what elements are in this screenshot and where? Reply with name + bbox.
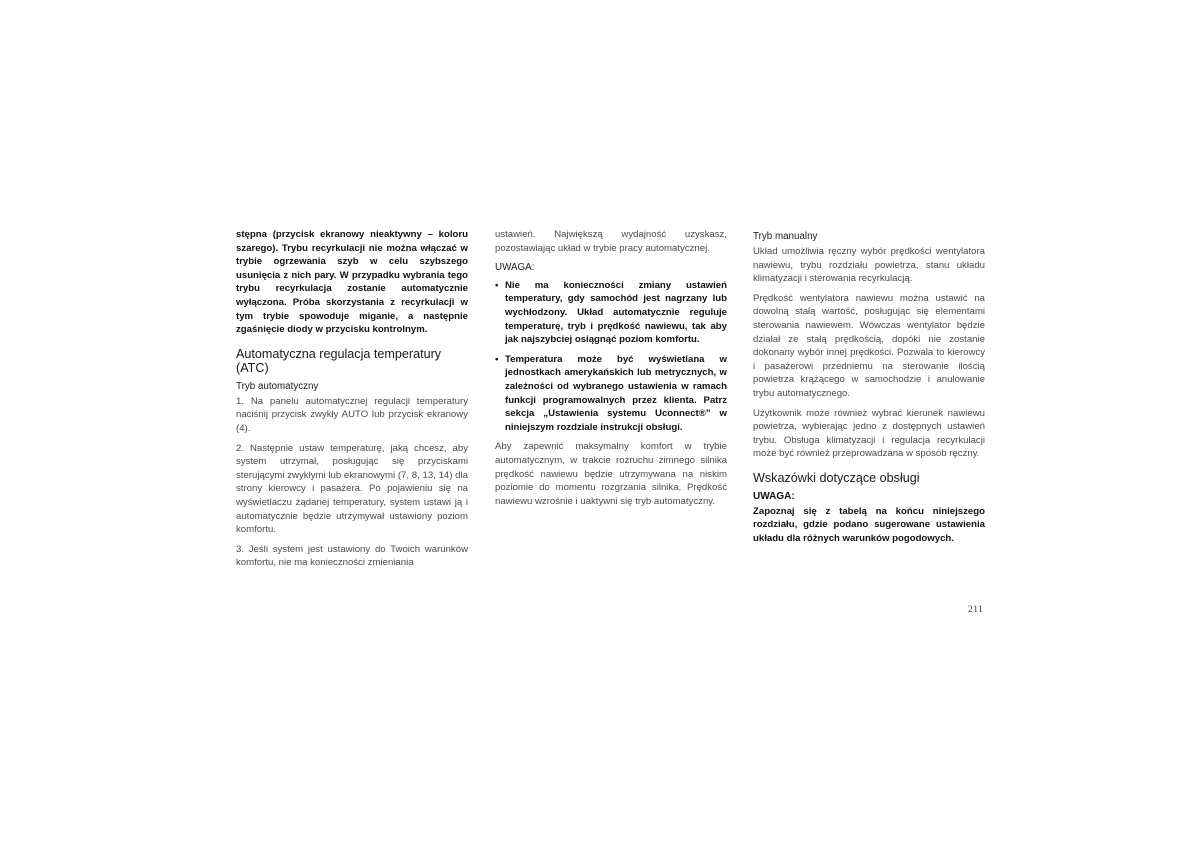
tips-warning-text: Zapoznaj się z tabelą na końcu niniejszego rozdziału, gdzie podano sugerowane ustawienia układu dla różnych warunków pogodowych. (753, 505, 985, 544)
subsection-title-manual: Tryb manualny (753, 231, 818, 242)
bullet-icon: • (495, 353, 499, 365)
manual-paragraph-1: Układ umożliwia ręczny wybór prędkości wentylatora nawiewu, trybu rozdziału powietrza, stanu układu klimatyzacji i sterowania recyrkulacją. (753, 246, 985, 285)
manual-paragraph-3: Użytkownik może również wybrać kierunek nawiewu powietrza, wybierając jedno z dostępnych ustawień trybu. Obsługa klimatyzacji i regulacja recyrkulacji może być również przeprowadzana w sposób ręczny. (753, 407, 985, 460)
page-number: 211 (968, 605, 984, 615)
section-title-tips: Wskazówki dotyczące obsługi (753, 470, 920, 485)
manual-paragraph-2: Prędkość wentylatora nawiewu można ustawić na dowolną stałą wartość, posługując się elementami sterowania nawiewem. Wówczas wentylator będzie działał ze stałą prędkością, dopóki nie zostanie dokonany wybór innej prędkości. Pozwala to kierowcy i pasażerowi przedniemu na sterowanie ilością powietrza krążącego w samochodzie i anulowanie trybu automatycznego. (753, 292, 985, 399)
warning-label-tips: UWAGA: (753, 490, 795, 502)
warning-list (495, 279, 727, 435)
auto-step-1: 1. Na panelu automatycznej regulacji temperatury naciśnij przycisk zwykły AUTO lub przycisk ekranowy (4). (236, 395, 468, 434)
column-middle (495, 228, 727, 514)
column-left (236, 228, 468, 576)
auto-step-3: 3. Jeśli system jest ustawiony do Twoich warunków komfortu, nie ma konieczności zmieniania (236, 543, 468, 569)
continuation-paragraph: ustawień. Największą wydajność uzyskasz, pozostawiając układ w trybie pracy automatycznej. (495, 229, 727, 254)
list-item (495, 353, 727, 435)
column-right (753, 228, 985, 551)
list-item (495, 279, 727, 347)
list-item-text: Nie ma konieczności zmiany ustawień temperatury, gdy samochód jest nagrzany lub wychłodzony. Układ automatycznie reguluje temperaturę, tryb i prędkość nawiewu, tak aby jak najszybciej osiągnąć poziom komfortu. (505, 279, 727, 346)
bullet-icon: • (495, 279, 499, 291)
auto-step-2: 2. Następnie ustaw temperaturę, jaką chcesz, aby system utrzymał, posługując się przyciskami sterującymi zwykłymi lub ekranowymi (7, 8, 13, 14) dla strony kierowcy i pasażera. Po pojawieniu się na wyświetlaczu żądanej temperatury, system ustawi ją i automatycznie będzie utrzymywał ustawiony poziom komfortu. (236, 442, 468, 536)
cold-start-paragraph: Aby zapewnić maksymalny komfort w trybie automatycznym, w trakcie rozruchu zimnego silnika prędkość nawiewu będzie utrzymywana na niskim poziomie do momentu rozgrzania silnika. Prędkość nawiewu wzrośnie i uaktywni się tryb automatyczny. (495, 441, 727, 507)
recirculation-paragraph: stępna (przycisk ekranowy nieaktywny – koloru szarego). Trybu recyrkulacji nie można włączać w trybie ogrzewania szyb w celu szybszego usunięcia z nich pary. W przypadku wybrania tego trybu recyrkulacja zostanie automatycznie wyłączona. Próba skorzystania z recyrkulacji w tym trybie spowoduje miganie, a następnie zgaśnięcie diody w przycisku kontrolnym. (236, 229, 468, 336)
list-item-text: Temperatura może być wyświetlana w jednostkach amerykańskich lub metrycznych, w zależności od wybranego ustawienia w ramach funkcji programowalnych przez klienta. Patrz sekcja „Ustawienia systemu Uconnect®” w niniejszym rozdziale instrukcji obsługi. (505, 353, 727, 433)
warning-label: UWAGA: (495, 262, 535, 274)
section-title-atc: Automatyczna regulacja temperatury (ATC) (236, 346, 442, 375)
subsection-title-auto: Tryb automatyczny (236, 380, 319, 392)
